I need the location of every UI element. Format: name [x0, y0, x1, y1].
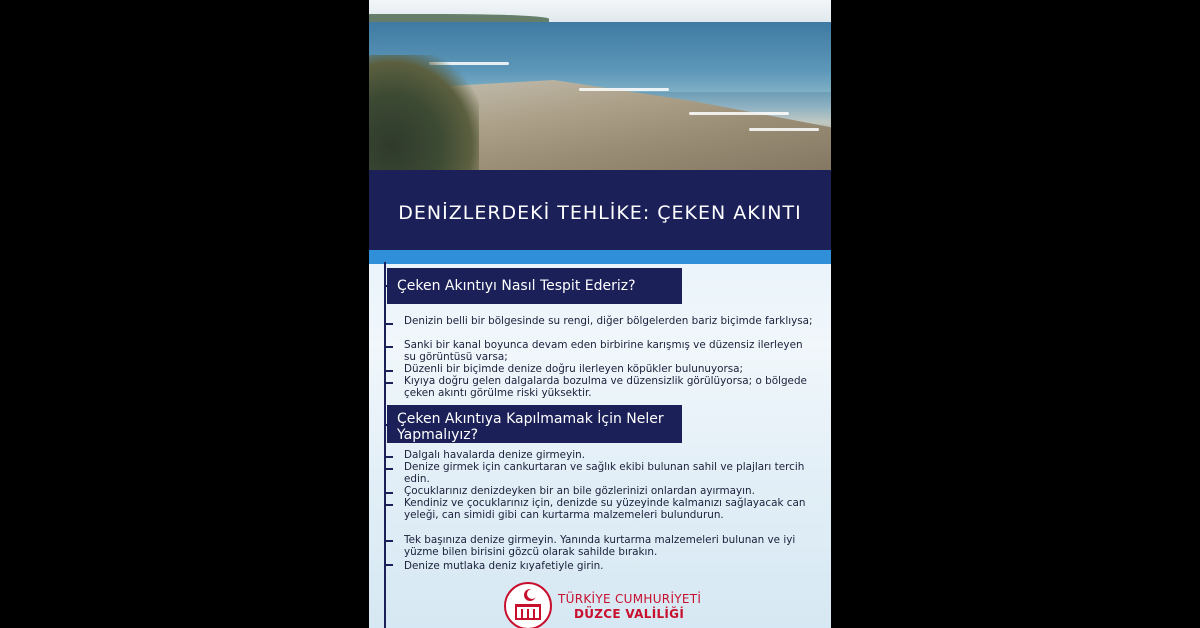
poster	[369, 0, 831, 628]
list-item: Düzenli bir biçimde denize doğru ilerleyen köpükler bulunuyorsa;	[404, 363, 744, 375]
list-item: Denize girmek için cankurtaran ve sağlık ekibi bulunan sahil ve plajları tercih edin.	[404, 461, 805, 485]
list-item: Tek başınıza denize girmeyin. Yanında kurtarma malzemeleri bulunan ve iyi yüzme bilen birisini gözcü olarak sahilde bırakın.	[404, 534, 796, 558]
beach-photo	[369, 0, 831, 185]
list-item: Kıyıya doğru gelen dalgalarda bozulma ve düzensizlik görülüyorsa; o bölgede çeken akıntı görülme riski yüksektir.	[404, 375, 807, 399]
governorship-emblem-icon	[504, 582, 552, 628]
list-item: Sanki bir kanal boyunca devam eden birbirine karışmış ve düzensiz ilerleyen su görüntüsü varsa;	[404, 339, 803, 363]
section-heading-detect: Çeken Akıntıyı Nasıl Tespit Ederiz?	[387, 268, 682, 304]
section-heading-prevention: Çeken Akıntıya Kapılmamak İçin Neler Yapmalıyız?	[387, 405, 682, 443]
list-item: Denizin belli bir bölgesinde su rengi, diğer bölgelerden bariz biçimde farklıysa;	[404, 315, 813, 327]
poster-title: DENİZLERDEKİ TEHLİKE: ÇEKEN AKINTI	[398, 202, 802, 224]
list-item: Çocuklarınız denizdeyken bir an bile gözlerinizi onlardan ayırmayın.	[404, 485, 755, 497]
org-name-line1: TÜRKİYE CUMHURİYETİ	[558, 592, 702, 606]
list-item: Kendiniz ve çocuklarınız için, denizde su yüzeyinde kalmanızı sağlayacak can yeleği, can simidi gibi can kurtarma malzemeleri bulundurun.	[404, 497, 806, 521]
list-bracket-line	[384, 262, 386, 628]
list-item: Dalgalı havalarda denize girmeyin.	[404, 449, 585, 461]
org-name-line2: DÜZCE VALİLİĞİ	[574, 607, 685, 621]
title-band	[369, 170, 831, 250]
list-item: Denize mutlaka deniz kıyafetiyle girin.	[404, 560, 604, 572]
